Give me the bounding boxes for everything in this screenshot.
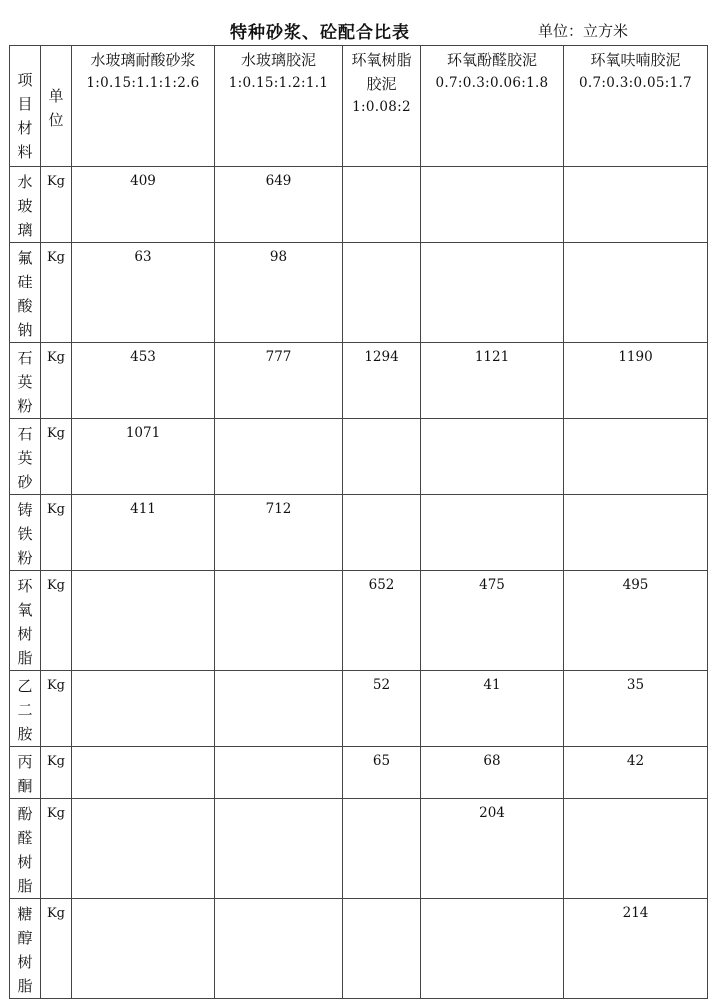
table-row: [10, 747, 708, 799]
unit-value: Kg: [46, 174, 66, 189]
cell-value: [72, 799, 214, 805]
value-cell: [72, 167, 215, 243]
value-cell: [343, 899, 421, 999]
cell-value: [72, 571, 214, 577]
material-name: 水 玻 璃: [17, 173, 33, 239]
cell-value: [215, 747, 342, 753]
table-row: [10, 571, 708, 671]
cell-value: 712: [265, 501, 292, 517]
cell-value: [72, 899, 214, 905]
material-cell: [10, 799, 41, 899]
value-cell: [564, 495, 708, 571]
unit-cell: [41, 243, 72, 343]
cell-value: 35: [626, 677, 645, 693]
material-cell: [10, 899, 41, 999]
value-cell: [343, 419, 421, 495]
page-title: 特种砂浆、砼配合比表: [230, 23, 410, 43]
value-cell: [564, 571, 708, 671]
cell-value: 495: [622, 577, 649, 593]
cell-value: 652: [368, 577, 395, 593]
material-cell: [10, 243, 41, 343]
material-cell: [10, 343, 41, 419]
value-cell: [421, 343, 564, 419]
cell-value: [215, 419, 342, 425]
column-name: 环氧树脂 胶泥: [351, 51, 412, 93]
header-col-2: [343, 46, 421, 167]
cell-value: 214: [622, 905, 649, 921]
unit-cell: [41, 671, 72, 747]
value-cell: [215, 799, 343, 899]
unit-value: Kg: [46, 678, 66, 693]
material-name: 石 英 粉: [17, 349, 33, 415]
cell-value: 1071: [125, 425, 161, 441]
value-cell: [564, 343, 708, 419]
material-cell: [10, 747, 41, 799]
table-row: [10, 167, 708, 243]
value-cell: [564, 243, 708, 343]
material-name: 环 氧 树 脂: [17, 577, 33, 667]
unit-value: Kg: [46, 350, 66, 365]
material-cell: [10, 419, 41, 495]
cell-value: 65: [372, 753, 391, 769]
material-name: 酚 醛 树 脂: [17, 805, 33, 895]
value-cell: [72, 747, 215, 799]
unit-value: Kg: [46, 806, 66, 821]
value-cell: [343, 571, 421, 671]
cell-value: [421, 243, 563, 249]
value-cell: [564, 167, 708, 243]
value-cell: [215, 899, 343, 999]
unit-cell: [41, 747, 72, 799]
column-name: 水玻璃胶泥: [240, 51, 316, 69]
cell-value: [343, 167, 420, 173]
header-col-0: [72, 46, 215, 167]
cell-value: [564, 799, 707, 805]
value-cell: [564, 747, 708, 799]
value-cell: [215, 495, 343, 571]
cell-value: [564, 419, 707, 425]
value-cell: [215, 243, 343, 343]
cell-value: [72, 671, 214, 677]
cell-value: 204: [479, 805, 505, 821]
value-cell: [343, 799, 421, 899]
unit-value: Kg: [46, 754, 66, 769]
cell-value: [72, 747, 214, 753]
table-header-row: [10, 46, 708, 167]
value-cell: [421, 671, 564, 747]
unit-cell: [41, 495, 72, 571]
cell-value: [215, 571, 342, 577]
cell-value: [343, 495, 420, 501]
unit-value: Kg: [46, 578, 66, 593]
unit-cell: [41, 799, 72, 899]
cell-value: 1294: [364, 349, 399, 365]
unit-cell: [41, 167, 72, 243]
cell-value: 649: [265, 173, 292, 189]
column-ratio: 0.7:0.3:0.06:1.8: [435, 75, 549, 91]
unit-value: Kg: [46, 250, 66, 265]
value-cell: [215, 571, 343, 671]
value-cell: [72, 799, 215, 899]
value-cell: [215, 343, 343, 419]
column-name: 环氧酚醛胶泥: [446, 51, 537, 69]
table-row: [10, 419, 708, 495]
value-cell: [72, 343, 215, 419]
cell-value: 1121: [474, 349, 510, 365]
material-name: 氟 硅 酸 钠: [17, 249, 33, 339]
material-cell: [10, 571, 41, 671]
value-cell: [343, 671, 421, 747]
value-cell: [421, 243, 564, 343]
header-item-label: 项 目 材 料: [17, 71, 33, 161]
cell-value: 68: [483, 753, 501, 769]
table-row: [10, 799, 708, 899]
unit-value: Kg: [46, 502, 66, 517]
material-name: 丙 酮: [17, 753, 33, 795]
material-name: 糖 醇 树 脂: [17, 905, 33, 995]
value-cell: [421, 495, 564, 571]
value-cell: [72, 671, 215, 747]
value-cell: [72, 243, 215, 343]
value-cell: [343, 243, 421, 343]
value-cell: [343, 747, 421, 799]
value-cell: [564, 671, 708, 747]
cell-value: 409: [130, 173, 156, 189]
value-cell: [421, 799, 564, 899]
table-row: [10, 243, 708, 343]
header-col-3: [421, 46, 564, 167]
value-cell: [215, 419, 343, 495]
cell-value: 42: [626, 753, 645, 769]
cell-value: 453: [130, 349, 156, 365]
cell-value: 63: [134, 249, 152, 265]
unit-label: 单位：立方米: [538, 22, 629, 40]
table-row: [10, 343, 708, 419]
cell-value: [421, 167, 563, 173]
cell-value: 475: [479, 577, 505, 593]
value-cell: [215, 671, 343, 747]
cell-value: [215, 799, 342, 805]
value-cell: [343, 343, 421, 419]
value-cell: [421, 571, 564, 671]
cell-value: [564, 495, 707, 501]
value-cell: [421, 899, 564, 999]
cell-value: [564, 243, 707, 249]
cell-value: [421, 495, 563, 501]
value-cell: [564, 899, 708, 999]
column-name: 环氧呋喃胶泥: [590, 51, 681, 69]
material-name: 石 英 砂: [17, 425, 33, 491]
value-cell: [421, 747, 564, 799]
value-cell: [421, 167, 564, 243]
material-cell: [10, 671, 41, 747]
cell-value: [215, 671, 342, 677]
value-cell: [72, 899, 215, 999]
material-name: 乙 二 胺: [17, 677, 33, 743]
table-row: [10, 495, 708, 571]
header-col-4: [564, 46, 708, 167]
header-item-cell: [10, 46, 41, 167]
column-ratio: 1:0.15:1.1:1:2.6: [86, 75, 200, 91]
cell-value: [343, 899, 420, 905]
value-cell: [421, 419, 564, 495]
value-cell: [72, 571, 215, 671]
material-cell: [10, 167, 41, 243]
column-ratio: 1:0.08:2: [352, 99, 411, 115]
table-row: [10, 899, 708, 999]
table-row: [10, 671, 708, 747]
material-name: 铸 铁 粉: [17, 501, 33, 567]
cell-value: 52: [372, 677, 391, 693]
column-name: 水玻璃耐酸砂浆: [90, 51, 196, 69]
header-col-1: [215, 46, 343, 167]
material-cell: [10, 495, 41, 571]
cell-value: [215, 899, 342, 905]
unit-cell: [41, 899, 72, 999]
cell-value: 1190: [618, 349, 653, 365]
cell-value: [564, 167, 707, 173]
value-cell: [343, 495, 421, 571]
mix-ratio-table: [9, 45, 708, 999]
cell-value: 98: [269, 249, 288, 265]
cell-value: 777: [265, 349, 292, 365]
unit-cell: [41, 571, 72, 671]
value-cell: [564, 419, 708, 495]
value-cell: [215, 747, 343, 799]
cell-value: [343, 799, 420, 805]
cell-value: 411: [130, 501, 156, 517]
cell-value: [343, 419, 420, 425]
unit-cell: [41, 343, 72, 419]
cell-value: [421, 419, 563, 425]
value-cell: [343, 167, 421, 243]
cell-value: [343, 243, 420, 249]
value-cell: [564, 799, 708, 899]
unit-cell: [41, 419, 72, 495]
cell-value: [421, 899, 563, 905]
header-unit-cell: [41, 46, 72, 167]
column-ratio: 1:0.15:1.2:1.1: [228, 75, 329, 91]
cell-value: 41: [483, 677, 501, 693]
column-ratio: 0.7:0.3:0.05:1.7: [579, 75, 692, 91]
value-cell: [215, 167, 343, 243]
value-cell: [72, 495, 215, 571]
unit-value: Kg: [46, 906, 66, 921]
value-cell: [72, 419, 215, 495]
unit-value: Kg: [46, 426, 66, 441]
header-unit-label: 单 位: [48, 87, 64, 129]
